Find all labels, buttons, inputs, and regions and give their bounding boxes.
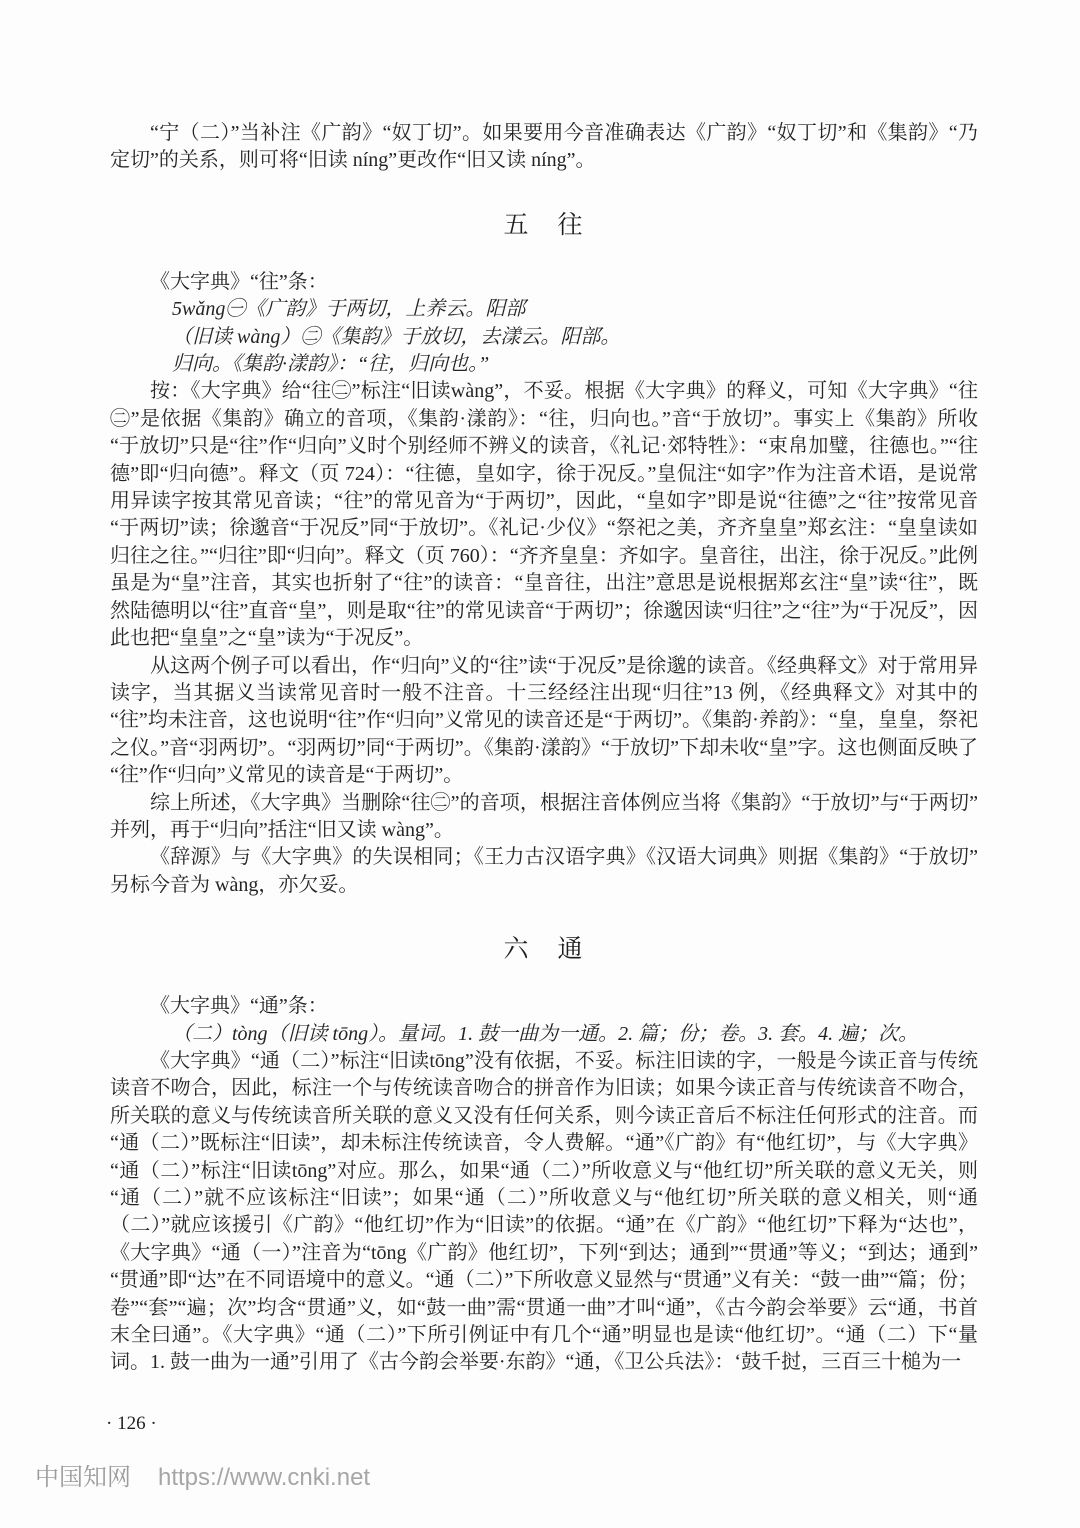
dictionary-entry-line: 5wǎng㊀《广韵》于两切，上养云。阳部 [172, 298, 526, 321]
cnki-watermark [35, 1462, 370, 1494]
section-6-paragraph: 《大字典》“通（二）”标注“旧读tōng”没有依据，不妥。标注旧读的字，一般是今读正音与传统读音不吻合，因此，标注一个与传统读音吻合的拼音作为旧读；如果今读正音与传统读音不吻合，所关联的意义与传统读音所关联的意义又没有任何关系，则今读正音后不标注任何形式的注音。而“通（二）”既标注“旧读”，却未标注传统读音，令人费解。“通”《广韵》有“他红切”，与《大字典》“通（二）”标注“旧读tōng”对应。那么，如果“通（二）”所收意义与“他红切”所关联的意义无关，则“通（二）”就不应该标注“旧读”；如果“通（二）”所收意义与“他红切”所关联的意义相关，则“通（二）”就应该援引《广韵》“他红切”作为“旧读”的依据。“通”在《广韵》“他红切”下释为“达也”，《大字典》“通（一）”注音为“tōng《广韵》他红切”，下列“到达；通到”“贯通”等义；“到达；通到”“贯通”即“达”在不同语境中的意义。“通（二）”下所收意义显然与“贯通”义有关：“鼓一曲”“篇；份；卷”“套”“遍；次”均含“贯通”义，如“鼓一曲”需“贯通一曲”才叫“通”，《古今韵会举要》云“通，书首末全曰通”。《大字典》“通（二）”下所引例证中有几个“通”明显也是读“他红切”。“通（二）下“量词。1. 鼓一曲为一通”引用了《古今韵会举要·东韵》“通，《卫公兵法》：‘鼓千挝，三百三十槌为一 [110, 1049, 978, 1374]
page-number: · 126 · [106, 1413, 157, 1434]
section-5-entry-title: 《大字典》“往”条： [150, 270, 328, 293]
section-5-heading: 五 往 [503, 211, 585, 239]
dictionary-entry-line: （旧读 wàng）㊁《集韵》于放切，去漾云。阳部。 [172, 325, 621, 348]
section-5-paragraph: 按：《大字典》给“往㊁”标注“旧读wàng”，不妥。根据《大字典》的释义，可知《大字典》“往㊁”是依据《集韵》确立的音项，《集韵·漾韵》：“往，归向也。”音“于放切”。事实上《集韵》所收“于放切”只是“往”作“归向”义时个别经师不辨义的读音，《礼记·郊特牲》：“束帛加璧，往德也。”“往德”即“归向德”。释文（页 724）：“往德，皇如字，徐于况反。”皇侃注“如字”作为注音术语，是说常用异读字按其常见音读；“往”的常见音为“于两切”，因此，“皇如字”即是说“往德”之“往”按常见音“于两切”读；徐邈音“于况反”同“于放切”。《礼记·少仪》“祭祀之美，齐齐皇皇”郑玄注：“皇皇读如归往之往。”“归往”即“归向”。释文（页 760）：“齐齐皇皇：齐如字。皇音往，出注，徐于况反。”此例虽是为“皇”注音，其实也折射了“往”的读音：“皇音往，出注”意思是说根据郑玄注“皇”读“往”，既然陆德明以“往”直音“皇”，则是取“往”的常见读音“于两切”；徐邈因读“归往”之“往”为“于况反”，因此也把“皇皇”之“皇”读为“于况反”。 [110, 380, 978, 650]
dictionary-entry-line: 归向。《集韵·漾韵》：“往，归向也。” [172, 353, 490, 376]
intro-paragraph: “宁（二）”当补注《广韵》“奴丁切”。如果要用今音准确表达《广韵》“奴丁切”和《集韵》“乃定切”的关系，则可将“旧读 níng”更改作“旧又读 níng”。 [110, 122, 978, 172]
page-body [110, 120, 978, 1377]
section-5-paragraph: 从这两个例子可以看出，作“归向”义的“往”读“于况反”是徐邈的读音。《经典释文》对于常用异读字，当其据义当读常见音时一般不注音。十三经经注出现“归往”13 例，《经典释文》对其中的“往”均未注音，这也说明“往”作“归向”义常见的读音还是“于两切”。《集韵·养韵》：“皇，皇皇，祭祀之仪。”音“羽两切”。“羽两切”同“于两切”。《集韵·漾韵》“于放切”下却未收“皇”字。这也侧面反映了“往”作“归向”义常见的读音是“于两切”。 [110, 654, 978, 787]
cnki-brand: 中国知网 [35, 1464, 131, 1491]
section-6-heading: 六 通 [503, 936, 585, 964]
dictionary-entry-line: （二）tòng（旧读 tōng）。量词。1. 鼓一曲为一通。2. 篇；份；卷。3. 套。4. 遍；次。 [172, 1022, 919, 1045]
section-5-paragraph: 综上所述，《大字典》当删除“往㊁”的音项，根据注音体例应当将《集韵》“于放切”与“于两切”并列，再于“归向”括注“旧又读 wàng”。 [110, 791, 978, 841]
section-5-paragraph: 《辞源》与《大字典》的失误相同；《王力古汉语字典》《汉语大词典》则据《集韵》“于放切”另标今音为 wàng，亦欠妥。 [110, 846, 978, 896]
cnki-url: https://www.cnki.net [158, 1464, 371, 1491]
section-6-entry-title: 《大字典》“通”条： [150, 995, 328, 1018]
